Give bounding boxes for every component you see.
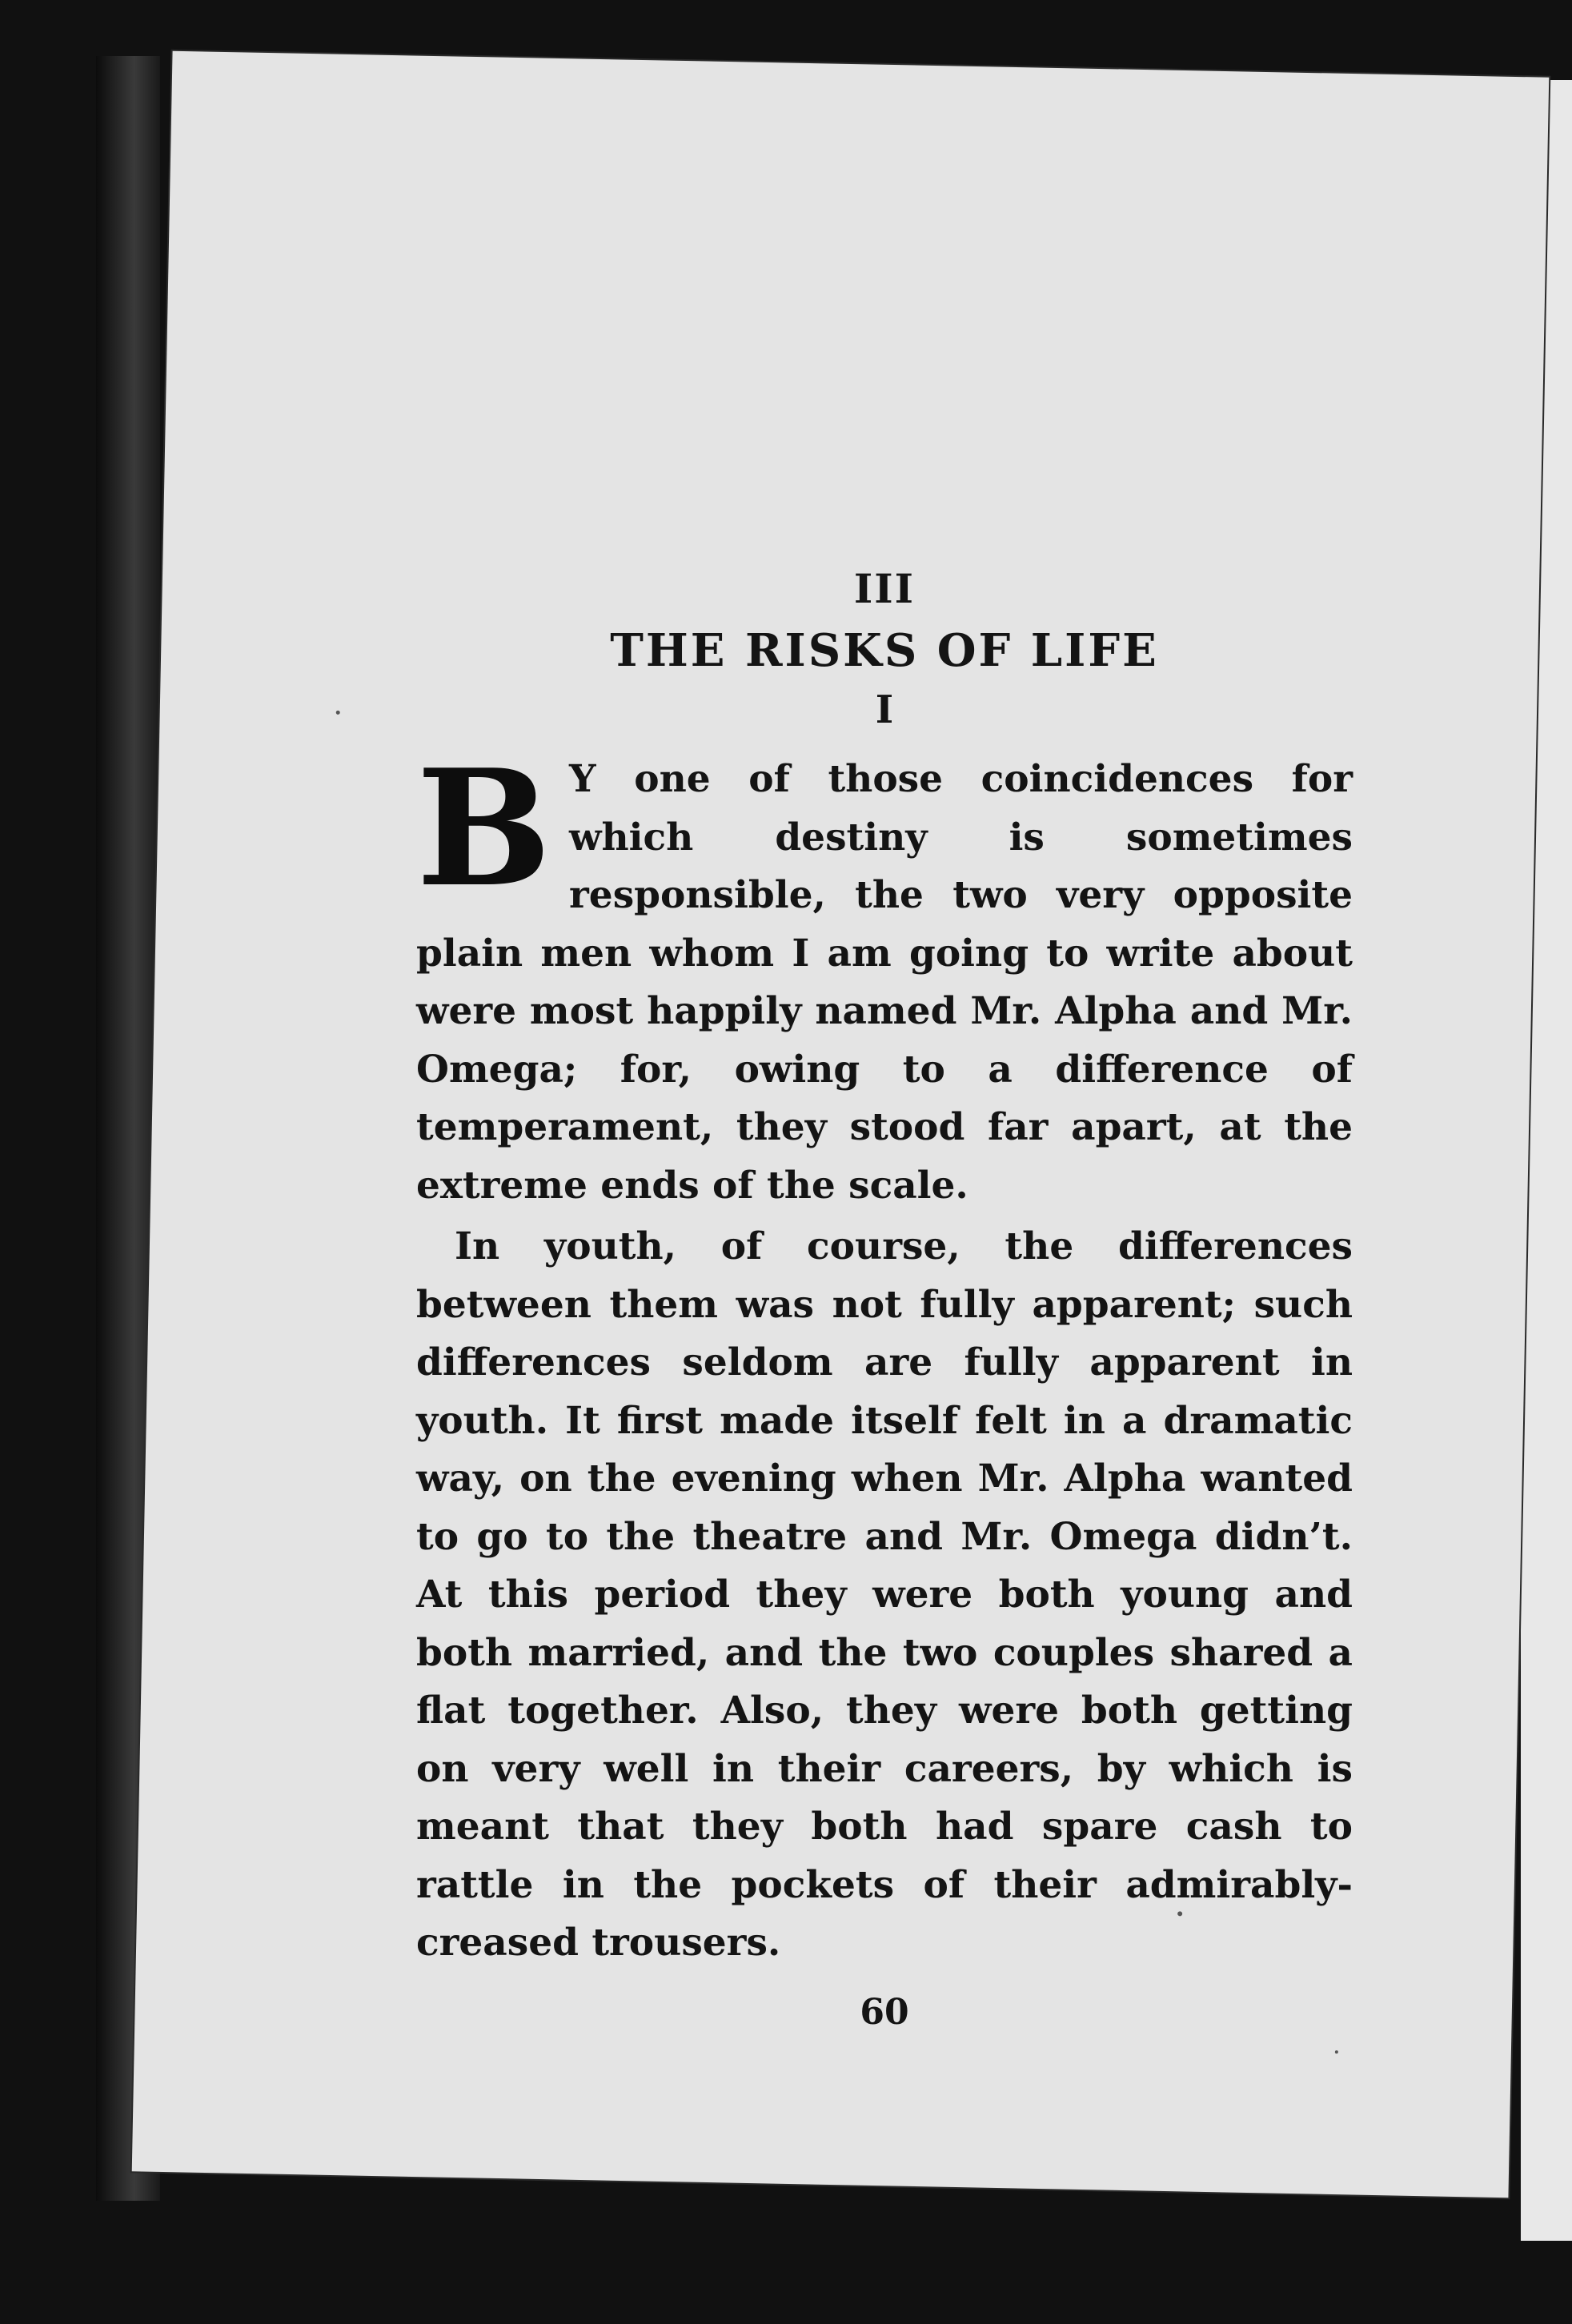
paragraph-1-text: Y one of those coincidences for which destiny is sometimes responsible, the two very opposite plain men whom I am going to write about were most happily named Mr. Alpha and Mr. Omega; for, owing to a difference of temperament, they stood far apart, at the extreme ends of the scale. bbox=[416, 757, 1353, 1208]
page-text bbox=[416, 560, 1353, 2072]
page-number: 60 bbox=[860, 1991, 909, 2033]
drop-cap: B bbox=[416, 735, 552, 923]
chapter-title: THE RISKS OF LIFE bbox=[610, 624, 1159, 677]
section-number: I bbox=[875, 687, 894, 732]
chapter-number: III bbox=[853, 565, 916, 612]
paragraph-1 bbox=[416, 735, 1353, 1215]
paragraph-2: In youth, of course, the differences between them was not fully apparent; such differences seldom are fully apparent in youth. It first made itself felt in a dramatic way, on the evening when Mr. Alpha wanted to go to the theatre and Mr. Omega didn’t. At this period they were both young and both married, and the two couples shared a flat together. Also, they were both getting on very well in their careers, by which is meant that they both had spare cash to rattle in the pockets of their admirably-creased trousers. bbox=[416, 1224, 1353, 1965]
paper-speck bbox=[336, 711, 340, 715]
